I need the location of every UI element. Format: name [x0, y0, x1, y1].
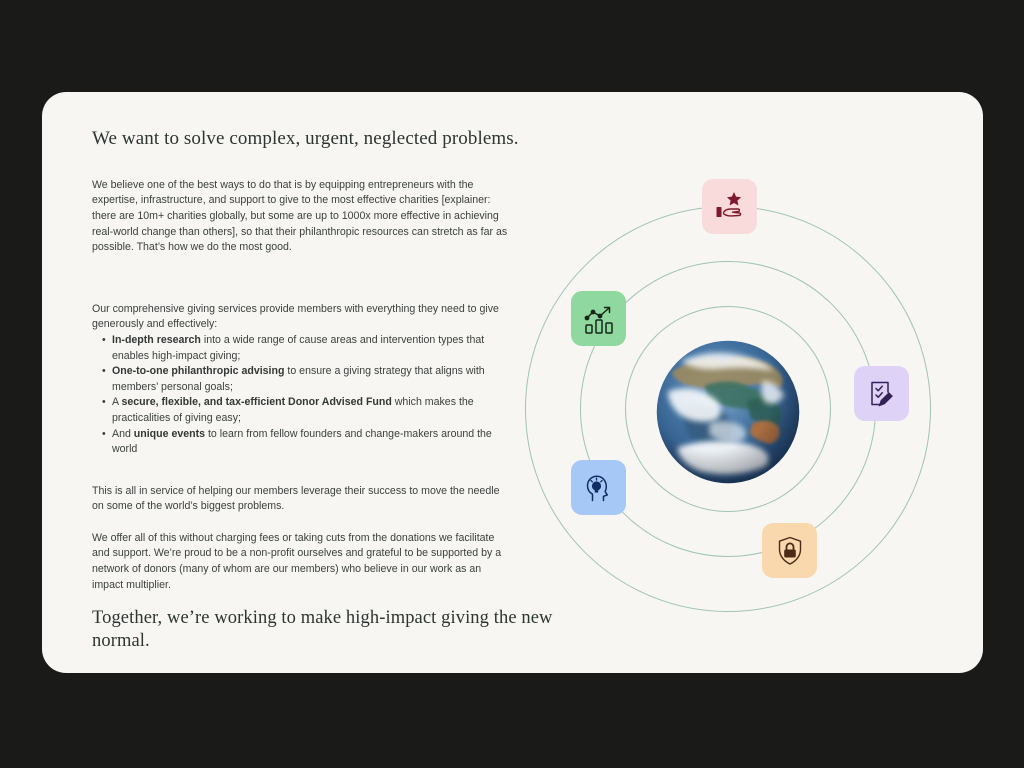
mission-paragraph: This is all in service of helping our members leverage their success to move the needle on some of the world’s biggest problems. [92, 484, 500, 513]
content-card [42, 92, 983, 673]
nonprofit-paragraph: We offer all of this without charging fees or taking cuts from the donations we facilitate and support. We’re proud to be a non-profit ourselves and grateful to be supported by a network of donors (many of whom are our members) who believe in our work as an impact multiplier. [92, 531, 502, 591]
bullet-post: into a wide range of cause areas and intervention types that enables high-impact giving; [112, 333, 485, 362]
bullet-post: to ensure a giving strategy that aligns with members’ personal goals; [112, 365, 485, 393]
main-heading: We want to solve complex, urgent, neglected problems. [92, 128, 519, 149]
bullet-bold: secure, flexible, and tax-efficient Donor Advised Fund [121, 396, 392, 409]
head-idea-icon [571, 460, 626, 515]
bullet-pre: A [112, 396, 122, 409]
shield-lock-icon [762, 523, 817, 578]
research-chart-icon [571, 291, 626, 346]
bullet-bold: unique events [133, 427, 206, 440]
orbit-diagram [42, 92, 983, 673]
intro-paragraph: We believe one of the best ways to do that is by equipping entrepreneurs with the expertise, infrastructure, and support to give to the most effective charities [explainer: there are 10m+ charities globally, but some are up to 1000x more effective in achieving real-world change than others], so that their philanthropic resources can stretch as far as possible. That’s how we do the most good. [92, 178, 508, 254]
earth-image [653, 337, 803, 487]
bullet-post: which makes the practicalities of giving easy; [112, 396, 474, 424]
bullet-bold: In-depth research [112, 333, 201, 346]
bullet-bold: One-to-one philanthropic advising [112, 365, 285, 378]
closing-heading: Together, we’re working to make high-impact giving the new normal. [92, 608, 553, 651]
bullet-post: to learn from fellow founders and change-makers around the world [112, 427, 492, 456]
checklist-pencil-icon [854, 366, 909, 421]
services-intro: Our comprehensive giving services provide members with everything they need to give generously and effectively: [92, 302, 499, 331]
hand-offering-star-icon [702, 179, 757, 234]
bullet-pre: And [112, 427, 134, 440]
